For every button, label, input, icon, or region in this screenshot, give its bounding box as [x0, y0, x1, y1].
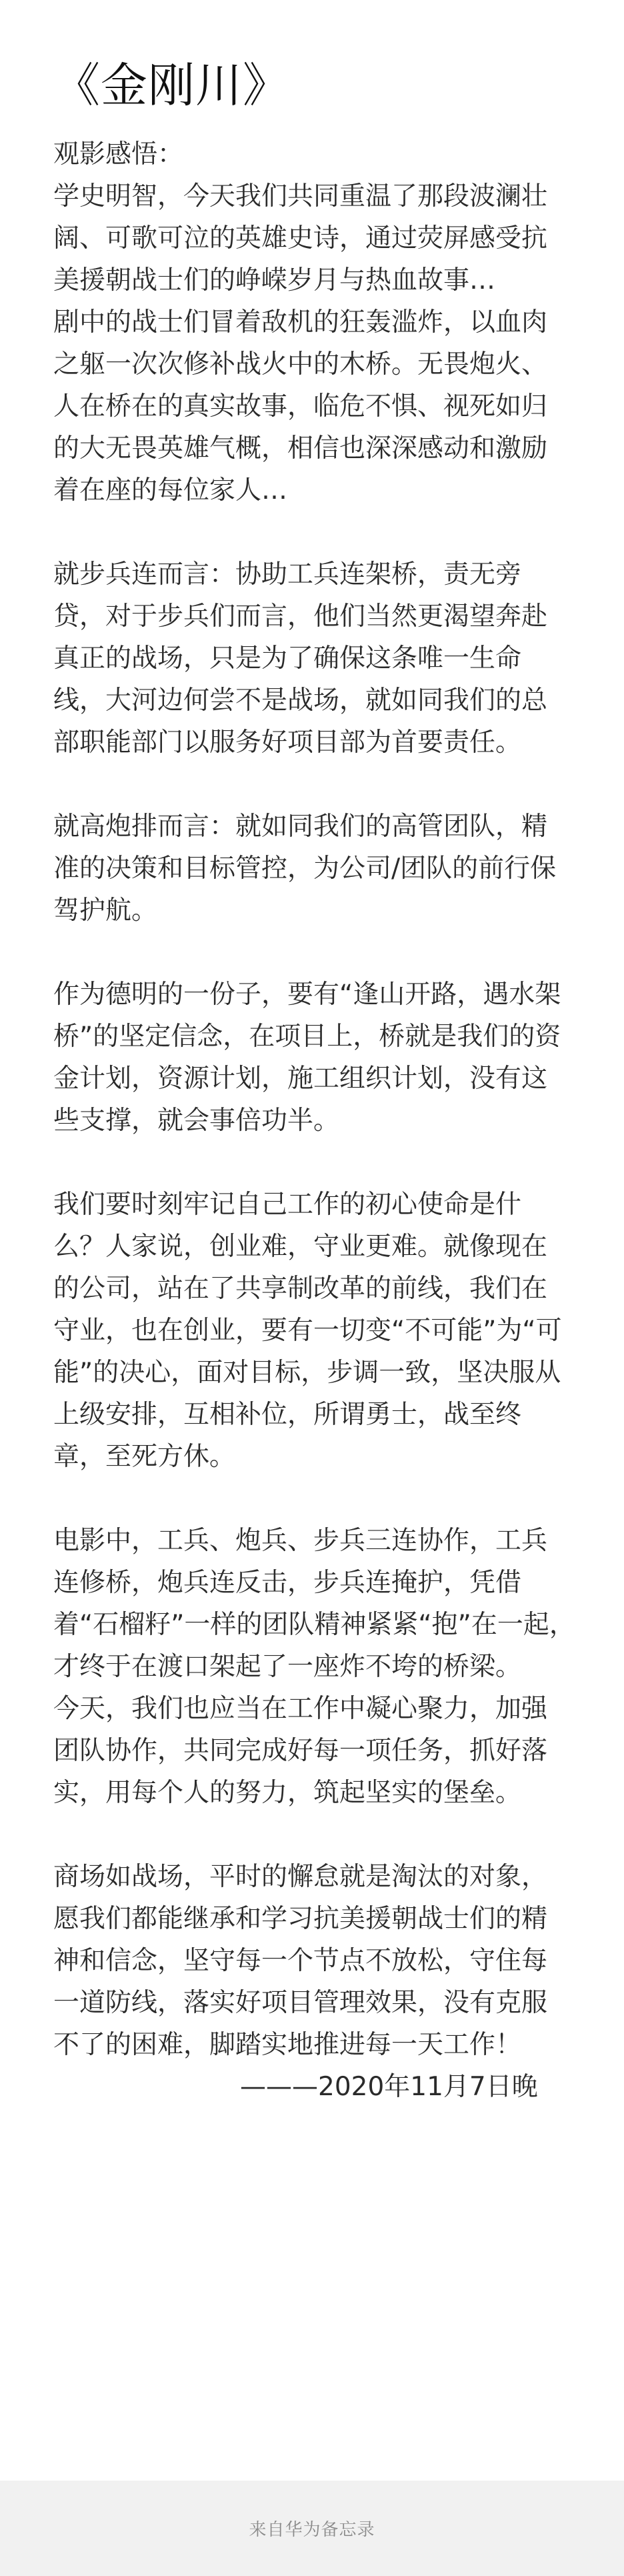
- memo-source-label: 来自华为备忘录: [249, 2520, 375, 2540]
- note-line: 守业，也在创业，要有一切变“不可能”为“可: [53, 1316, 562, 1346]
- paragraph-spacer: [53, 764, 580, 806]
- note-line: 上级安排，互相补位，所谓勇士，战至终: [53, 1400, 522, 1430]
- note-line: 今天，我们也应当在工作中凝心聚力，加强: [53, 1694, 548, 1724]
- note-line: 部职能部门以服务好项目部为首要责任。: [53, 728, 522, 758]
- note-line: 剧中的战士们冒着敌机的狂轰滥炸，以血肉: [53, 307, 548, 337]
- note-line: 一道防线，落实好项目管理效果，没有克服: [53, 1988, 548, 2018]
- paragraph-spacer: [53, 932, 580, 974]
- note-line: 就高炮排而言：就如同我们的高管团队，精: [53, 812, 548, 842]
- note-line: 不了的困难，脚踏实地推进每一天工作！: [53, 2030, 522, 2060]
- note-line: 才终于在渡口架起了一座炸不垮的桥梁。: [53, 1652, 522, 1682]
- memo-footer: [0, 2481, 624, 2576]
- note-line: 驾护航。: [53, 896, 158, 926]
- note-line: 之躯一次次修补战火中的木桥。无畏炮火、: [53, 349, 548, 379]
- note-line: 观影感悟：: [53, 139, 184, 169]
- note-line: 美援朝战士们的峥嵘岁月与热血故事…: [53, 265, 496, 295]
- note-line: 阔、可歌可泣的英雄史诗，通过荧屏感受抗: [53, 223, 548, 253]
- note-line: 着在座的每位家人…: [53, 475, 288, 505]
- note-line: 真正的战场，只是为了确保这条唯一生命: [53, 643, 522, 674]
- paragraph-spacer: [53, 511, 580, 553]
- note-line: 连修桥，炮兵连反击，步兵连掩护，凭借: [53, 1568, 522, 1598]
- note-line: 商场如战场，平时的懈怠就是淘汰的对象，: [53, 1862, 548, 1892]
- note-line: 贷，对于步兵们而言，他们当然更渴望奔赴: [53, 601, 548, 631]
- note-line: 些支撑，就会事倍功半。: [53, 1106, 340, 1136]
- paragraph-spacer: [53, 1478, 580, 1520]
- note-line: 我们要时刻牢记自己工作的初心使命是什: [53, 1190, 522, 1220]
- note-line: 章，至死方休。: [53, 1442, 236, 1472]
- note-line: 桥”的坚定信念，在项目上，桥就是我们的资: [53, 1022, 561, 1052]
- paragraph-spacer: [53, 1142, 580, 1184]
- note-line: 实，用每个人的努力，筑起坚实的堡垒。: [53, 1778, 522, 1808]
- note-line: 线，大河边何尝不是战场，就如同我们的总: [53, 686, 548, 716]
- note-line: 电影中，工兵、炮兵、步兵三连协作，工兵: [53, 1526, 548, 1556]
- note-line: 愿我们都能继承和学习抗美援朝战士们的精: [53, 1904, 548, 1934]
- note-signature: ———2020年11月7日晚: [240, 2072, 538, 2102]
- note-line: 着“石榴籽”一样的团队精神紧紧“抱”在一起，: [53, 1610, 575, 1640]
- note-line: 的公司，站在了共享制改革的前线，我们在: [53, 1274, 548, 1304]
- note-body[interactable]: [53, 133, 580, 2108]
- note-line: 团队协作，共同完成好每一项任务，抓好落: [53, 1736, 548, 1766]
- note-line: 金计划，资源计划，施工组织计划，没有这: [53, 1064, 548, 1094]
- note-line: 学史明智，今天我们共同重温了那段波澜壮: [53, 181, 548, 211]
- note-line: 就步兵连而言：协助工兵连架桥，责无旁: [53, 559, 522, 589]
- note-line: 准的决策和目标管控，为公司/团队的前行保: [53, 854, 557, 884]
- note-line: 能”的决心，面对目标，步调一致，坚决服从: [53, 1358, 561, 1388]
- note-line: 神和信念，坚守每一个节点不放松，守住每: [53, 1946, 548, 1976]
- note-line: 的大无畏英雄气概，相信也深深感动和激励: [53, 433, 548, 463]
- note-line: 么？人家说，创业难，守业更难。就像现在: [53, 1232, 548, 1262]
- note-line: 作为德明的一份子，要有“逢山开路，遇水架: [53, 980, 561, 1010]
- paragraph-spacer: [53, 1814, 580, 1856]
- note-title: 《金刚川》: [53, 58, 290, 113]
- note-line: 人在桥在的真实故事，临危不惧、视死如归: [53, 391, 548, 421]
